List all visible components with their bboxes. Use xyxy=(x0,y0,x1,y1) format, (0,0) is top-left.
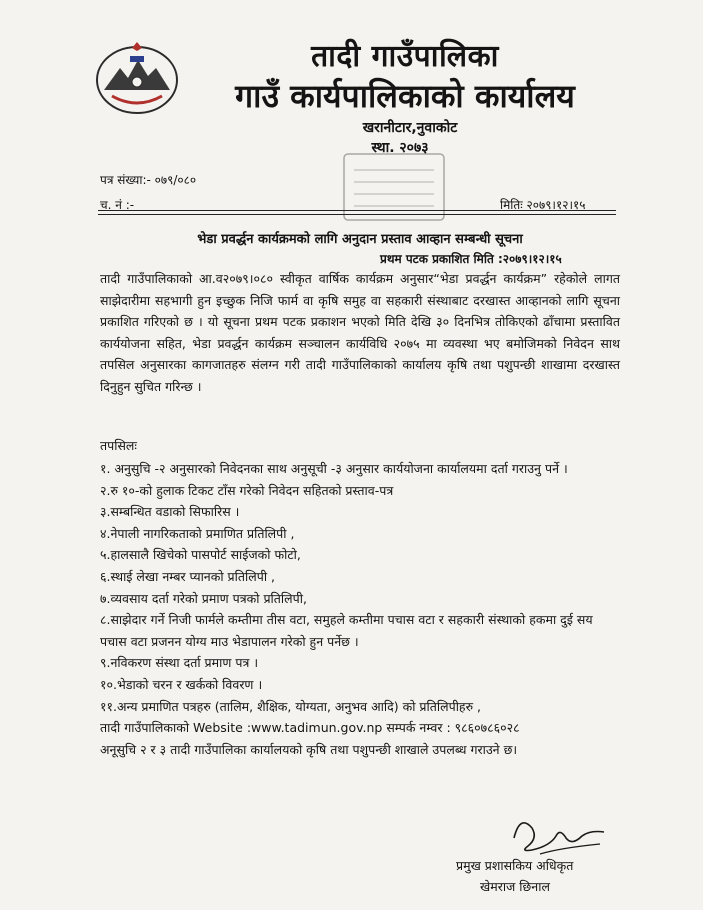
nepal-government-emblem xyxy=(92,38,182,116)
annex-list xyxy=(100,458,620,760)
office-title: गाउँ कार्यपालिकाको कार्यालय xyxy=(235,77,575,115)
signatory-title: प्रमुख प्रशासकिय अधिकृत xyxy=(456,858,574,873)
list-item: तादी गाउँपालिकाको Website :www.tadimun.gov.np सम्पर्क नम्वर : ९८६०७८६०२८ xyxy=(100,720,520,736)
publication-date: प्रथम पटक प्रकाशित मिति :२०७९।१२।१५ xyxy=(380,252,562,266)
annex-heading: तपसिलः xyxy=(100,438,137,453)
list-item: ४.नेपाली नागरिकताको प्रमाणित प्रतिलिपी , xyxy=(100,525,295,541)
header-divider-top xyxy=(98,210,616,211)
list-item: ७.व्यवसाय दर्ता गरेको प्रमाण पत्रको प्रतिलिपी, xyxy=(100,590,307,606)
list-item: ५.हालसालै खिचेको पासपोर्ट साईजको फोटो, xyxy=(100,547,301,563)
list-item: अनूसुचि २ र ३ तादी गाउँपालिका कार्यालयको कृषि तथा पशुपन्छी शाखाले उपलब्ध गराउने छ। xyxy=(100,741,518,757)
notice-body-text: तादी गाउँपालिकाको आ.व२०७९।०८० स्वीकृत वार्षिक कार्यक्रम अनुसार“भेडा प्रवर्द्धन कार्यक्रम” रहेकोले लागत साझेदारीमा सहभागी हुन इच्छुक निजि फार्म वा कृषि समुह वा सहकारी संस्थाबाट दरखास्त आव्हानको लागि सूचना प्रकाशित गरिएको छ । यो सूचना प्रथम पटक प्रकाशन भएको मिति देखि ३० दिनभित्र तोकिएको ढाँचामा प्रस्तावित कार्ययोजना सहित, भेडा प्रवर्द्धन कार्यक्रम सञ्चालन कार्यविधि २०७५ मा व्यवस्था भए बमोजिमको निवेदन साथ तपसिल अनुसारका कागजातहरु संलग्न गरी तादी गाउँपालिकाको कार्यालय कृषि तथा पशुपन्छी शाखामा दरखास्त दिनुहुन सुचित गरिन्छ । xyxy=(100,271,620,394)
list-item: ११.अन्य प्रमाणित पत्रहरु (तालिम, शैक्षिक, योग्यता, अनुभव आदि) को प्रतिलिपीहरु , xyxy=(100,698,481,714)
list-item: ८.साझेदार गर्ने निजी फार्मले कम्तीमा तीस वटा, समुहले कम्तीमा पचास वटा र सहकारी संस्थाको हकमा दुई सय पचास वटा प्रजनन योग्य माउ भेडापालन गरेको हुन पर्नेछ । xyxy=(100,612,593,649)
list-item: ३.सम्बन्धित वडाको सिफारिस । xyxy=(100,504,240,520)
header-divider-bottom xyxy=(98,214,616,215)
established-year: स्था. २०७३ xyxy=(371,140,429,156)
office-stamp xyxy=(340,150,448,224)
list-item: २.रु १०-को हुलाक टिकट टाँस गरेको निवेदन सहितको प्रस्ताव-पत्र xyxy=(100,482,394,498)
signatory-name: खेमराज छिनाल xyxy=(480,879,550,894)
reference-number: पत्र संख्या:- ०७९/०८० xyxy=(100,173,197,187)
dispatch-number: च. नं :- xyxy=(100,198,135,212)
list-item: ९.नविकरण संस्था दर्ता प्रमाण पत्र । xyxy=(100,655,259,671)
notice-body xyxy=(100,268,620,398)
letter-date: मितिः २०७९।१२।१५ xyxy=(500,198,586,212)
signature-mark xyxy=(500,808,610,860)
municipality-title: तादी गाउँपालिका xyxy=(311,39,499,74)
office-address: खरानीटार,नुवाकोट xyxy=(362,120,458,136)
notice-title: भेडा प्रवर्द्धन कार्यक्रमको लागि अनुदान प्रस्ताव आव्हान सम्बन्धी सूचना xyxy=(197,232,523,247)
list-item: १०.भेडाको चरन र खर्कको विवरण । xyxy=(100,676,263,692)
list-item: १. अनुसुचि -२ अनुसारको निवेदनका साथ अनुसूची -३ अनुसार कार्ययोजना कार्यालयमा दर्ता गराउनु पर्ने । xyxy=(100,461,568,476)
list-item: ६.स्थाई लेखा नम्बर प्यानको प्रतिलिपी , xyxy=(100,568,276,584)
